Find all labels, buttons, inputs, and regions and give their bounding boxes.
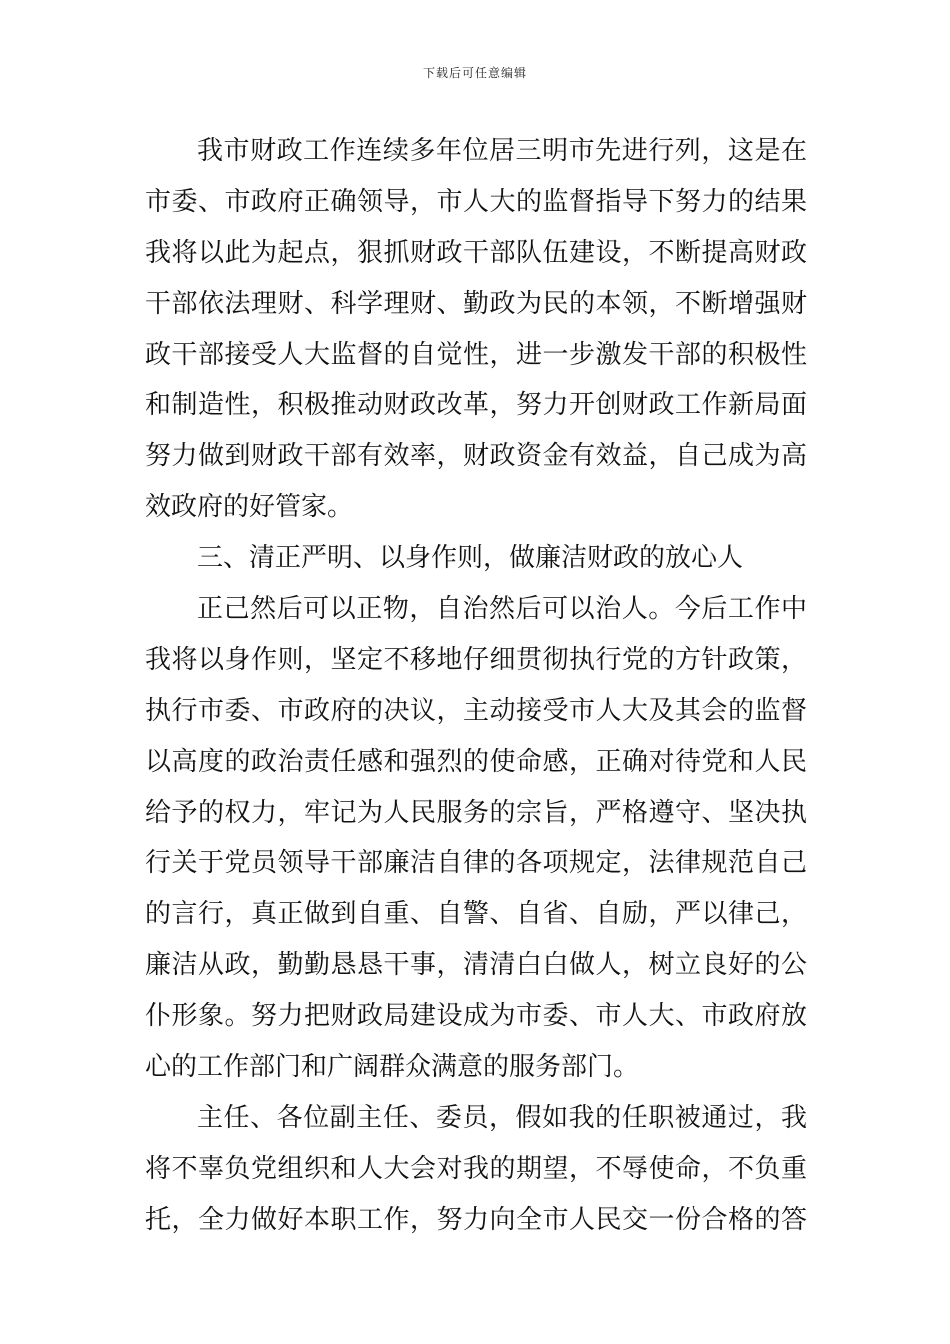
paragraph-line: 心的工作部门和广阔群众满意的服务部门。 bbox=[145, 1052, 640, 1083]
section-heading: 三、清正严明、以身作则，做廉洁财政的放心人 bbox=[197, 543, 744, 574]
paragraph-line: 我将以此为起点，狠抓财政干部队伍建设，不断提高财政 bbox=[145, 237, 807, 268]
paragraph-line: 行关于党员领导干部廉洁自律的各项规定，法律规范自己 bbox=[145, 848, 807, 879]
paragraph-line: 廉洁从政，勤勤恳恳干事，清清白白做人，树立良好的公 bbox=[145, 950, 807, 981]
paragraph-line: 以高度的政治责任感和强烈的使命感，正确对待党和人民 bbox=[145, 746, 807, 777]
paragraph-line: 市委、市政府正确领导，市人大的监督指导下努力的结果 bbox=[145, 186, 807, 217]
paragraph-line: 执行市委、市政府的决议，主动接受市人大及其会的监督 bbox=[145, 695, 807, 726]
paragraph-line: 仆形象。努力把财政局建设成为市委、市人大、市政府放 bbox=[145, 1001, 807, 1032]
document-body bbox=[145, 126, 807, 1246]
paragraph-line: 和制造性，积极推动财政改革，努力开创财政工作新局面 bbox=[145, 390, 807, 421]
page-header: 下载后可任意编辑 bbox=[422, 66, 527, 80]
paragraph-line: 干部依法理财、科学理财、勤政为民的本领，不断增强财 bbox=[145, 288, 807, 319]
paragraph-line: 主任、各位副主任、委员，假如我的任职被通过，我 bbox=[197, 1102, 807, 1133]
paragraph-line: 效政府的好管家。 bbox=[145, 492, 354, 523]
paragraph-line: 政干部接受人大监督的自觉性，进一步激发干部的积极性 bbox=[145, 339, 807, 370]
paragraph-line: 我市财政工作连续多年位居三明市先进行列，这是在 bbox=[197, 136, 807, 166]
paragraph-line: 努力做到财政干部有效率，财政资金有效益，自己成为高 bbox=[145, 441, 807, 472]
paragraph-line: 给予的权力，牢记为人民服务的宗旨，严格遵守、坚决执 bbox=[145, 797, 807, 828]
paragraph-line: 我将以身作则，坚定不移地仔细贯彻执行党的方针政策， bbox=[145, 644, 807, 675]
paragraph-line: 正己然后可以正物，自治然后可以治人。今后工作中 bbox=[197, 594, 807, 625]
paragraph-line: 的言行，真正做到自重、自警、自省、自励，严以律己， bbox=[145, 899, 807, 930]
paragraph-line: 托，全力做好本职工作，努力向全市人民交一份合格的答 bbox=[145, 1204, 807, 1235]
paragraph-line: 将不辜负党组织和人大会对我的期望，不辱使命，不负重 bbox=[145, 1153, 807, 1184]
